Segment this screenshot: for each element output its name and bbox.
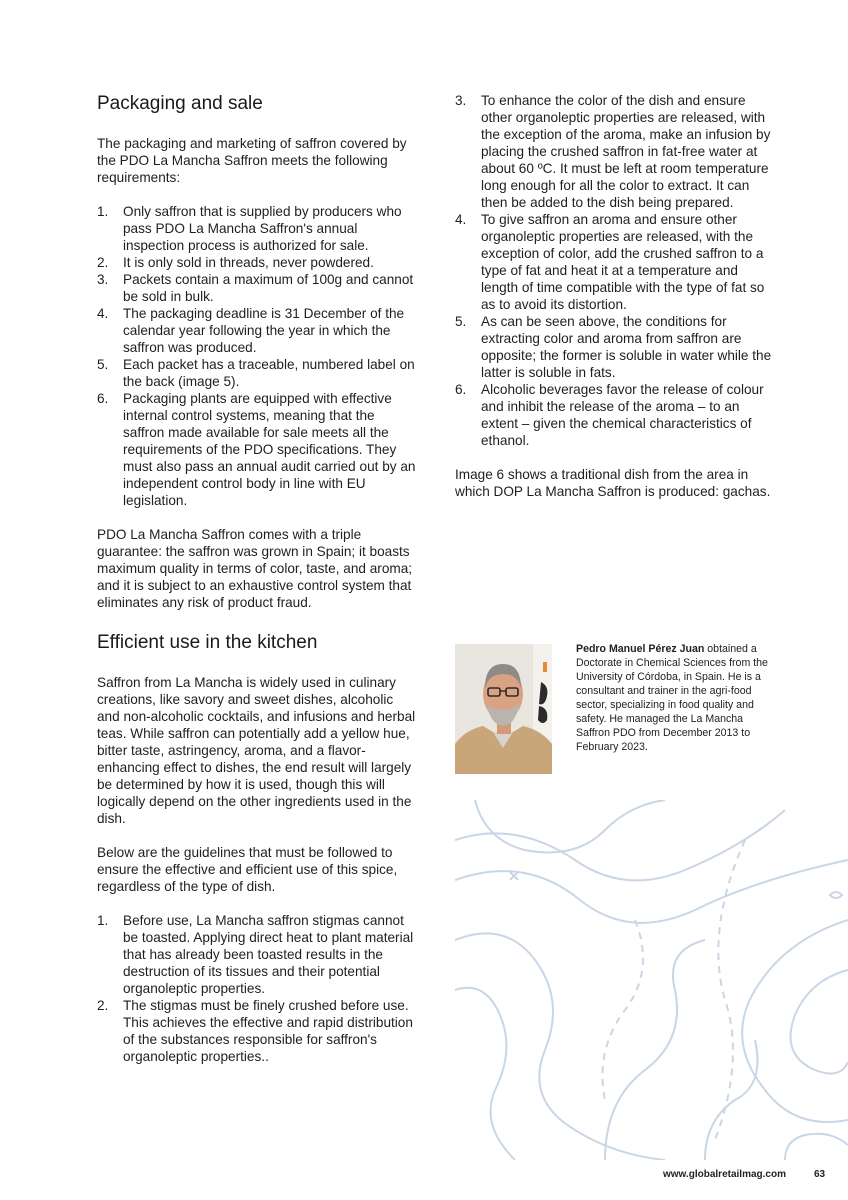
kitchen-paragraph-2: Below are the guidelines that must be followed to ensure the effective and efficient use of this spice, regardless of the type of dish. [97,845,398,894]
list-item: 6. Alcoholic beverages favor the release of colour and inhibit the release of the aroma – to an extent – given the chemical characteristics of ethanol. [455,382,764,448]
list-item: 6. Packaging plants are equipped with effective internal control systems, meaning that the saffron made available for sale meets all the requirements of the PDO specifications. They must also pass an annual audit carried out by an independent control body in line with EU legislation. [97,391,416,508]
triple-guarantee-paragraph: PDO La Mancha Saffron comes with a triple guarantee: the saffron was grown in Spain; it boasts maximum quality in terms of color, taste, and aroma; and it is subject to an exhaustive control system that eliminates any risk of product fraud. [97,527,413,610]
list-item: 5. As can be seen above, the conditions for extracting color and aroma from saffron are opposite; the former is soluble in water while the latter is soluble in fats. [455,314,772,380]
author-name: Pedro Manuel Pérez Juan [576,643,705,655]
kitchen-paragraph-1: Saffron from La Mancha is widely used in culinary creations, like savory and sweet dishes, alcoholic and non-alcoholic cocktails, and infusions and herbal teas. While saffron can potentially add a yellow hue, bitter taste, astringency, aroma, and a flavor-enhancing effect to dishes, the end result will largely be determined by how it is used, though this will logically depend on the other ingredients used in the dish. [97,675,416,826]
author-bio-text: obtained a Doctorate in Chemical Sciences from the University of Córdoba, in Spain. He is a consultant and trainer in the agri-food sector, specializing in food quality and safety. He managed the La Mancha Saffron PDO from December 2013 to February 2023. [576,643,768,753]
section-title-kitchen: Efficient use in the kitchen [97,632,318,653]
list-item: 5. Each packet has a traceable, numbered label on the back (image 5). [97,357,415,389]
list-item: 3. To enhance the color of the dish and ensure other organoleptic properties are released, with the exception of the aroma, make an infusion by placing the crushed saffron in fat-free water at about 60 ºC. It must be left at room temperature long enough for all the color to extract. It can then be added to the dish being prepared. [455,93,771,210]
list-item: 1. Only saffron that is supplied by producers who pass PDO La Mancha Saffron's annual inspection process is authorized for sale. [97,204,402,253]
image-note: Image 6 shows a traditional dish from the area in which DOP La Mancha Saffron is produced: gachas. [455,467,771,499]
right-column [455,92,777,500]
list-item: 2. The stigmas must be finely crushed before use. This achieves the effective and rapid distribution of the substances responsible for saffron's organoleptic properties.. [97,998,413,1064]
list-item: 4. To give saffron an aroma and ensure other organoleptic properties are released, with the exception of color, add the crushed saffron to a type of fat and heat it at a temperature and length of time compatible with the type of fat so as to avoid its distortion. [455,212,765,312]
list-item: 1. Before use, La Mancha saffron stigmas cannot be toasted. Applying direct heat to plant material that has already been toasted results in the destruction of its tissues and their potential organoleptic properties. [97,913,414,996]
list-item: 3. Packets contain a maximum of 100g and cannot be sold in bulk. [97,272,414,304]
left-column [97,92,419,1065]
section-title-packaging: Packaging and sale [97,93,263,114]
packaging-intro: The packaging and marketing of saffron covered by the PDO La Mancha Saffron meets the following requirements: [97,136,407,185]
page-number: 63 [814,1169,826,1180]
list-item: 4. The packaging deadline is 31 December of the calendar year following the year in which the saffron was produced. [97,306,405,355]
kitchen-list-continued [455,92,777,449]
kitchen-list [97,912,419,1065]
packaging-list [97,203,419,509]
author-photo [455,644,552,774]
list-item: 2. It is only sold in threads, never powdered. [97,255,374,270]
author-bio [576,642,776,754]
topographic-pattern [455,800,848,1160]
footer-website: www.globalretailmag.com [663,1169,786,1180]
